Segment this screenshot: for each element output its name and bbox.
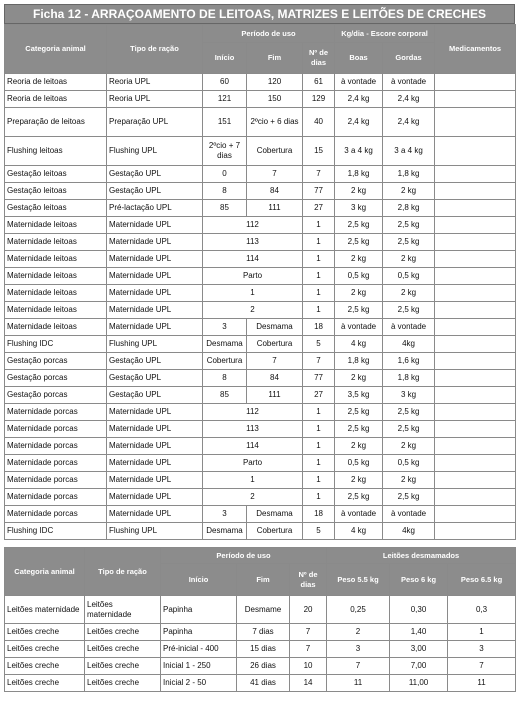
tipo-racao-cell: Reoria UPL bbox=[107, 91, 203, 108]
medicamentos-cell bbox=[435, 74, 516, 91]
dias-cell: 18 bbox=[303, 319, 335, 336]
tipo-racao-cell: Flushing UPL bbox=[107, 336, 203, 353]
tipo-racao-cell: Maternidade UPL bbox=[107, 404, 203, 421]
table-row bbox=[5, 506, 516, 523]
fim-cell: 15 dias bbox=[237, 641, 290, 658]
medicamentos-cell bbox=[435, 183, 516, 200]
table-row bbox=[5, 285, 516, 302]
header2-tipo-racao: Tipo de ração bbox=[85, 548, 161, 596]
header-inicio: Início bbox=[203, 43, 247, 74]
medicamentos-cell bbox=[435, 421, 516, 438]
inicio-cell: 85 bbox=[203, 200, 247, 217]
table-row bbox=[5, 489, 516, 506]
table-row bbox=[5, 523, 516, 540]
dias-cell: 7 bbox=[290, 641, 327, 658]
periodo-merged-cell: Parto bbox=[203, 268, 303, 285]
fim-cell: 150 bbox=[247, 91, 303, 108]
boas-cell: 2 kg bbox=[335, 183, 383, 200]
categoria-cell: Gestação porcas bbox=[5, 387, 107, 404]
table-row bbox=[5, 137, 516, 166]
header-fim: Fim bbox=[247, 43, 303, 74]
dias-cell: 77 bbox=[303, 370, 335, 387]
header2-peso-5-5: Peso 5.5 kg bbox=[327, 564, 390, 596]
dias-cell: 7 bbox=[303, 353, 335, 370]
header-periodo: Período de uso bbox=[203, 25, 335, 43]
categoria-cell: Leitões creche bbox=[5, 641, 85, 658]
medicamentos-cell bbox=[435, 506, 516, 523]
tipo-racao-cell: Maternidade UPL bbox=[107, 455, 203, 472]
dias-cell: 7 bbox=[290, 624, 327, 641]
boas-cell: 2,4 kg bbox=[335, 108, 383, 137]
boas-cell: 2,5 kg bbox=[335, 404, 383, 421]
gordas-cell: 2 kg bbox=[383, 438, 435, 455]
fim-cell: Desmama bbox=[247, 506, 303, 523]
tipo-racao-cell: Maternidade UPL bbox=[107, 285, 203, 302]
table-gap bbox=[4, 540, 515, 547]
categoria-cell: Leitões maternidade bbox=[5, 596, 85, 624]
table-row bbox=[5, 302, 516, 319]
medicamentos-cell bbox=[435, 268, 516, 285]
inicio-cell: 8 bbox=[203, 370, 247, 387]
dias-cell: 1 bbox=[303, 217, 335, 234]
table-row bbox=[5, 675, 516, 692]
categoria-cell: Leitões creche bbox=[5, 624, 85, 641]
fim-cell: 7 bbox=[247, 353, 303, 370]
gordas-cell: 0,5 kg bbox=[383, 455, 435, 472]
header-kg-dia: Kg/dia - Escore corporal bbox=[335, 25, 435, 43]
fim-cell: Desmama bbox=[247, 319, 303, 336]
table-row bbox=[5, 183, 516, 200]
tipo-racao-cell: Gestação UPL bbox=[107, 370, 203, 387]
medicamentos-cell bbox=[435, 336, 516, 353]
categoria-cell: Gestação porcas bbox=[5, 370, 107, 387]
dias-cell: 1 bbox=[303, 234, 335, 251]
peso-6-5-cell: 0,3 bbox=[448, 596, 516, 624]
boas-cell: 2,5 kg bbox=[335, 489, 383, 506]
table-row bbox=[5, 438, 516, 455]
tipo-racao-cell: Maternidade UPL bbox=[107, 217, 203, 234]
dias-cell: 20 bbox=[290, 596, 327, 624]
table-row bbox=[5, 353, 516, 370]
table-row bbox=[5, 472, 516, 489]
categoria-cell: Preparação de leitoas bbox=[5, 108, 107, 137]
periodo-merged-cell: 112 bbox=[203, 217, 303, 234]
categoria-cell: Flushing IDC bbox=[5, 336, 107, 353]
medicamentos-cell bbox=[435, 166, 516, 183]
table-row bbox=[5, 217, 516, 234]
medicamentos-cell bbox=[435, 472, 516, 489]
peso-6-5-cell: 1 bbox=[448, 624, 516, 641]
header2-periodo: Período de uso bbox=[161, 548, 327, 564]
header-medicamentos: Medicamentos bbox=[435, 25, 516, 74]
dias-cell: 77 bbox=[303, 183, 335, 200]
medicamentos-cell bbox=[435, 302, 516, 319]
tipo-racao-cell: Maternidade UPL bbox=[107, 268, 203, 285]
tipo-racao-cell: Gestação UPL bbox=[107, 166, 203, 183]
inicio-cell: Desmama bbox=[203, 336, 247, 353]
dias-cell: 1 bbox=[303, 455, 335, 472]
boas-cell: 2 kg bbox=[335, 370, 383, 387]
categoria-cell: Flushing leitoas bbox=[5, 137, 107, 166]
gordas-cell: 2 kg bbox=[383, 251, 435, 268]
medicamentos-cell bbox=[435, 353, 516, 370]
tipo-racao-cell: Leitões creche bbox=[85, 658, 161, 675]
categoria-cell: Maternidade leitoas bbox=[5, 285, 107, 302]
gordas-cell: 2,5 kg bbox=[383, 404, 435, 421]
tipo-racao-cell: Leitões maternidade bbox=[85, 596, 161, 624]
header2-fim: Fim bbox=[237, 564, 290, 596]
page-title: Ficha 12 - ARRAÇOAMENTO DE LEITOAS, MATRIZES E LEITÕES DE CRECHES bbox=[4, 4, 515, 24]
periodo-merged-cell: 114 bbox=[203, 251, 303, 268]
dias-cell: 18 bbox=[303, 506, 335, 523]
table-row bbox=[5, 200, 516, 217]
boas-cell: 0,5 kg bbox=[335, 268, 383, 285]
boas-cell: 1,8 kg bbox=[335, 166, 383, 183]
table-row bbox=[5, 421, 516, 438]
inicio-cell: Desmama bbox=[203, 523, 247, 540]
header2-categoria: Categoria animal bbox=[5, 548, 85, 596]
tipo-racao-cell: Gestação UPL bbox=[107, 353, 203, 370]
gordas-cell: 0,5 kg bbox=[383, 268, 435, 285]
fim-cell: Cobertura bbox=[247, 336, 303, 353]
table-row bbox=[5, 624, 516, 641]
boas-cell: à vontade bbox=[335, 506, 383, 523]
peso-6-cell: 1,40 bbox=[390, 624, 448, 641]
gordas-cell: 3 kg bbox=[383, 387, 435, 404]
tipo-racao-cell: Gestação UPL bbox=[107, 183, 203, 200]
boas-cell: 2 kg bbox=[335, 251, 383, 268]
boas-cell: à vontade bbox=[335, 74, 383, 91]
table-row bbox=[5, 370, 516, 387]
tipo-racao-cell: Gestação UPL bbox=[107, 387, 203, 404]
gordas-cell: 4kg bbox=[383, 523, 435, 540]
boas-cell: 3,5 kg bbox=[335, 387, 383, 404]
fim-cell: 26 dias bbox=[237, 658, 290, 675]
table-row bbox=[5, 404, 516, 421]
table-row bbox=[5, 108, 516, 137]
fim-cell: 111 bbox=[247, 387, 303, 404]
gordas-cell: 2,5 kg bbox=[383, 489, 435, 506]
tipo-racao-cell: Leitões creche bbox=[85, 641, 161, 658]
table-row bbox=[5, 596, 516, 624]
boas-cell: 3 kg bbox=[335, 200, 383, 217]
tipo-racao-cell: Leitões creche bbox=[85, 675, 161, 692]
peso-6-cell: 7,00 bbox=[390, 658, 448, 675]
dias-cell: 27 bbox=[303, 387, 335, 404]
medicamentos-cell bbox=[435, 455, 516, 472]
tipo-racao-cell: Maternidade UPL bbox=[107, 438, 203, 455]
peso-6-5-cell: 7 bbox=[448, 658, 516, 675]
categoria-cell: Leitões creche bbox=[5, 658, 85, 675]
peso-5-5-cell: 2 bbox=[327, 624, 390, 641]
inicio-cell: 121 bbox=[203, 91, 247, 108]
medicamentos-cell bbox=[435, 319, 516, 336]
fim-cell: 7 bbox=[247, 166, 303, 183]
categoria-cell: Reoria de leitoas bbox=[5, 74, 107, 91]
categoria-cell: Gestação porcas bbox=[5, 353, 107, 370]
gordas-cell: 3 a 4 kg bbox=[383, 137, 435, 166]
fim-cell: 2ºcio + 6 dias bbox=[247, 108, 303, 137]
periodo-merged-cell: 2 bbox=[203, 302, 303, 319]
categoria-cell: Reoria de leitoas bbox=[5, 91, 107, 108]
dias-cell: 5 bbox=[303, 523, 335, 540]
periodo-merged-cell: 113 bbox=[203, 234, 303, 251]
feeding-table-piglets bbox=[4, 547, 516, 692]
dias-cell: 1 bbox=[303, 472, 335, 489]
tipo-racao-cell: Maternidade UPL bbox=[107, 234, 203, 251]
categoria-cell: Maternidade leitoas bbox=[5, 234, 107, 251]
boas-cell: 2,5 kg bbox=[335, 234, 383, 251]
dias-cell: 15 bbox=[303, 137, 335, 166]
categoria-cell: Maternidade porcas bbox=[5, 489, 107, 506]
header-dias: Nº de dias bbox=[303, 43, 335, 74]
boas-cell: 2,5 kg bbox=[335, 217, 383, 234]
categoria-cell: Leitões creche bbox=[5, 675, 85, 692]
dias-cell: 40 bbox=[303, 108, 335, 137]
periodo-merged-cell: 112 bbox=[203, 404, 303, 421]
table-row bbox=[5, 251, 516, 268]
dias-cell: 10 bbox=[290, 658, 327, 675]
boas-cell: 2 kg bbox=[335, 438, 383, 455]
boas-cell: à vontade bbox=[335, 319, 383, 336]
tipo-racao-cell: Preparação UPL bbox=[107, 108, 203, 137]
table-row bbox=[5, 336, 516, 353]
table-row bbox=[5, 91, 516, 108]
table-row bbox=[5, 268, 516, 285]
tipo-racao-cell: Maternidade UPL bbox=[107, 302, 203, 319]
gordas-cell: 1,6 kg bbox=[383, 353, 435, 370]
categoria-cell: Maternidade leitoas bbox=[5, 302, 107, 319]
tipo-racao-cell: Maternidade UPL bbox=[107, 421, 203, 438]
fim-cell: 7 dias bbox=[237, 624, 290, 641]
peso-5-5-cell: 11 bbox=[327, 675, 390, 692]
gordas-cell: 2,4 kg bbox=[383, 108, 435, 137]
tipo-racao-cell: Pré-lactação UPL bbox=[107, 200, 203, 217]
categoria-cell: Maternidade leitoas bbox=[5, 251, 107, 268]
inicio-cell: 85 bbox=[203, 387, 247, 404]
table-row bbox=[5, 455, 516, 472]
tipo-racao-cell: Maternidade UPL bbox=[107, 472, 203, 489]
medicamentos-cell bbox=[435, 251, 516, 268]
table-row bbox=[5, 166, 516, 183]
peso-6-cell: 0,30 bbox=[390, 596, 448, 624]
inicio-cell: 0 bbox=[203, 166, 247, 183]
periodo-merged-cell: 2 bbox=[203, 489, 303, 506]
peso-6-cell: 3,00 bbox=[390, 641, 448, 658]
dias-cell: 1 bbox=[303, 404, 335, 421]
fim-cell: Cobertura bbox=[247, 137, 303, 166]
boas-cell: 2,5 kg bbox=[335, 302, 383, 319]
tipo-racao-cell: Maternidade UPL bbox=[107, 319, 203, 336]
peso-6-5-cell: 11 bbox=[448, 675, 516, 692]
dias-cell: 1 bbox=[303, 302, 335, 319]
dias-cell: 5 bbox=[303, 336, 335, 353]
dias-cell: 1 bbox=[303, 489, 335, 506]
dias-cell: 7 bbox=[303, 166, 335, 183]
inicio-cell: 8 bbox=[203, 183, 247, 200]
medicamentos-cell bbox=[435, 523, 516, 540]
ficha-sheet bbox=[4, 4, 515, 692]
inicio-cell: 2ºcio + 7 dias bbox=[203, 137, 247, 166]
table-row bbox=[5, 387, 516, 404]
table-row bbox=[5, 319, 516, 336]
inicio-cell: Papinha bbox=[161, 596, 237, 624]
medicamentos-cell bbox=[435, 285, 516, 302]
categoria-cell: Maternidade porcas bbox=[5, 421, 107, 438]
categoria-cell: Maternidade leitoas bbox=[5, 319, 107, 336]
fim-cell: 120 bbox=[247, 74, 303, 91]
dias-cell: 1 bbox=[303, 251, 335, 268]
fim-cell: 41 dias bbox=[237, 675, 290, 692]
medicamentos-cell bbox=[435, 217, 516, 234]
inicio-cell: Inicial 1 - 250 bbox=[161, 658, 237, 675]
header2-inicio: Início bbox=[161, 564, 237, 596]
header2-dias: Nº de dias bbox=[290, 564, 327, 596]
tipo-racao-cell: Reoria UPL bbox=[107, 74, 203, 91]
medicamentos-cell bbox=[435, 91, 516, 108]
inicio-cell: 3 bbox=[203, 506, 247, 523]
medicamentos-cell bbox=[435, 370, 516, 387]
dias-cell: 1 bbox=[303, 438, 335, 455]
gordas-cell: 1,8 kg bbox=[383, 166, 435, 183]
header2-leitoes-desmamados: Leitões desmamados bbox=[327, 548, 516, 564]
dias-cell: 61 bbox=[303, 74, 335, 91]
table-row bbox=[5, 641, 516, 658]
gordas-cell: 2,5 kg bbox=[383, 217, 435, 234]
periodo-merged-cell: 1 bbox=[203, 472, 303, 489]
peso-5-5-cell: 3 bbox=[327, 641, 390, 658]
periodo-merged-cell: 114 bbox=[203, 438, 303, 455]
gordas-cell: 4kg bbox=[383, 336, 435, 353]
gordas-cell: à vontade bbox=[383, 506, 435, 523]
boas-cell: 1,8 kg bbox=[335, 353, 383, 370]
gordas-cell: 2,5 kg bbox=[383, 421, 435, 438]
dias-cell: 1 bbox=[303, 268, 335, 285]
boas-cell: 4 kg bbox=[335, 336, 383, 353]
categoria-cell: Maternidade porcas bbox=[5, 506, 107, 523]
gordas-cell: 2,5 kg bbox=[383, 302, 435, 319]
gordas-cell: à vontade bbox=[383, 319, 435, 336]
categoria-cell: Maternidade porcas bbox=[5, 404, 107, 421]
inicio-cell: 151 bbox=[203, 108, 247, 137]
fim-cell: 111 bbox=[247, 200, 303, 217]
tipo-racao-cell: Leitões creche bbox=[85, 624, 161, 641]
medicamentos-cell bbox=[435, 137, 516, 166]
dias-cell: 14 bbox=[290, 675, 327, 692]
fim-cell: 84 bbox=[247, 183, 303, 200]
dias-cell: 1 bbox=[303, 421, 335, 438]
header2-peso-6: Peso 6 kg bbox=[390, 564, 448, 596]
boas-cell: 2,4 kg bbox=[335, 91, 383, 108]
gordas-cell: 1,8 kg bbox=[383, 370, 435, 387]
inicio-cell: Inicial 2 - 50 bbox=[161, 675, 237, 692]
categoria-cell: Maternidade porcas bbox=[5, 438, 107, 455]
categoria-cell: Maternidade leitoas bbox=[5, 217, 107, 234]
boas-cell: 2,5 kg bbox=[335, 421, 383, 438]
tipo-racao-cell: Maternidade UPL bbox=[107, 489, 203, 506]
medicamentos-cell bbox=[435, 200, 516, 217]
medicamentos-cell bbox=[435, 234, 516, 251]
table-row bbox=[5, 658, 516, 675]
boas-cell: 3 a 4 kg bbox=[335, 137, 383, 166]
inicio-cell: Papinha bbox=[161, 624, 237, 641]
peso-5-5-cell: 7 bbox=[327, 658, 390, 675]
boas-cell: 2 kg bbox=[335, 472, 383, 489]
fim-cell: 84 bbox=[247, 370, 303, 387]
header2-peso-6-5: Peso 6.5 kg bbox=[448, 564, 516, 596]
inicio-cell: 60 bbox=[203, 74, 247, 91]
categoria-cell: Gestação leitoas bbox=[5, 166, 107, 183]
medicamentos-cell bbox=[435, 438, 516, 455]
boas-cell: 2 kg bbox=[335, 285, 383, 302]
gordas-cell: 2 kg bbox=[383, 183, 435, 200]
boas-cell: 4 kg bbox=[335, 523, 383, 540]
dias-cell: 129 bbox=[303, 91, 335, 108]
categoria-cell: Flushing IDC bbox=[5, 523, 107, 540]
fim-cell: Cobertura bbox=[247, 523, 303, 540]
feeding-table-sows bbox=[4, 24, 516, 540]
table-row bbox=[5, 234, 516, 251]
medicamentos-cell bbox=[435, 108, 516, 137]
inicio-cell: Pré-inicial - 400 bbox=[161, 641, 237, 658]
periodo-merged-cell: 1 bbox=[203, 285, 303, 302]
categoria-cell: Maternidade porcas bbox=[5, 455, 107, 472]
gordas-cell: 2,4 kg bbox=[383, 91, 435, 108]
medicamentos-cell bbox=[435, 489, 516, 506]
medicamentos-cell bbox=[435, 387, 516, 404]
peso-6-cell: 11,00 bbox=[390, 675, 448, 692]
header-categoria: Categoria animal bbox=[5, 25, 107, 74]
tipo-racao-cell: Maternidade UPL bbox=[107, 251, 203, 268]
header-gordas: Gordas bbox=[383, 43, 435, 74]
gordas-cell: 2,8 kg bbox=[383, 200, 435, 217]
dias-cell: 1 bbox=[303, 285, 335, 302]
categoria-cell: Maternidade porcas bbox=[5, 472, 107, 489]
table-row bbox=[5, 74, 516, 91]
categoria-cell: Gestação leitoas bbox=[5, 183, 107, 200]
header-boas: Boas bbox=[335, 43, 383, 74]
boas-cell: 0,5 kg bbox=[335, 455, 383, 472]
tipo-racao-cell: Maternidade UPL bbox=[107, 506, 203, 523]
gordas-cell: 2 kg bbox=[383, 285, 435, 302]
periodo-merged-cell: Parto bbox=[203, 455, 303, 472]
medicamentos-cell bbox=[435, 404, 516, 421]
inicio-cell: 3 bbox=[203, 319, 247, 336]
gordas-cell: à vontade bbox=[383, 74, 435, 91]
header-tipo-racao: Tipo de ração bbox=[107, 25, 203, 74]
fim-cell: Desmame bbox=[237, 596, 290, 624]
tipo-racao-cell: Flushing UPL bbox=[107, 137, 203, 166]
inicio-cell: Cobertura bbox=[203, 353, 247, 370]
gordas-cell: 2,5 kg bbox=[383, 234, 435, 251]
dias-cell: 27 bbox=[303, 200, 335, 217]
tipo-racao-cell: Flushing UPL bbox=[107, 523, 203, 540]
categoria-cell: Maternidade leitoas bbox=[5, 268, 107, 285]
peso-6-5-cell: 3 bbox=[448, 641, 516, 658]
periodo-merged-cell: 113 bbox=[203, 421, 303, 438]
gordas-cell: 2 kg bbox=[383, 472, 435, 489]
categoria-cell: Gestação leitoas bbox=[5, 200, 107, 217]
peso-5-5-cell: 0,25 bbox=[327, 596, 390, 624]
